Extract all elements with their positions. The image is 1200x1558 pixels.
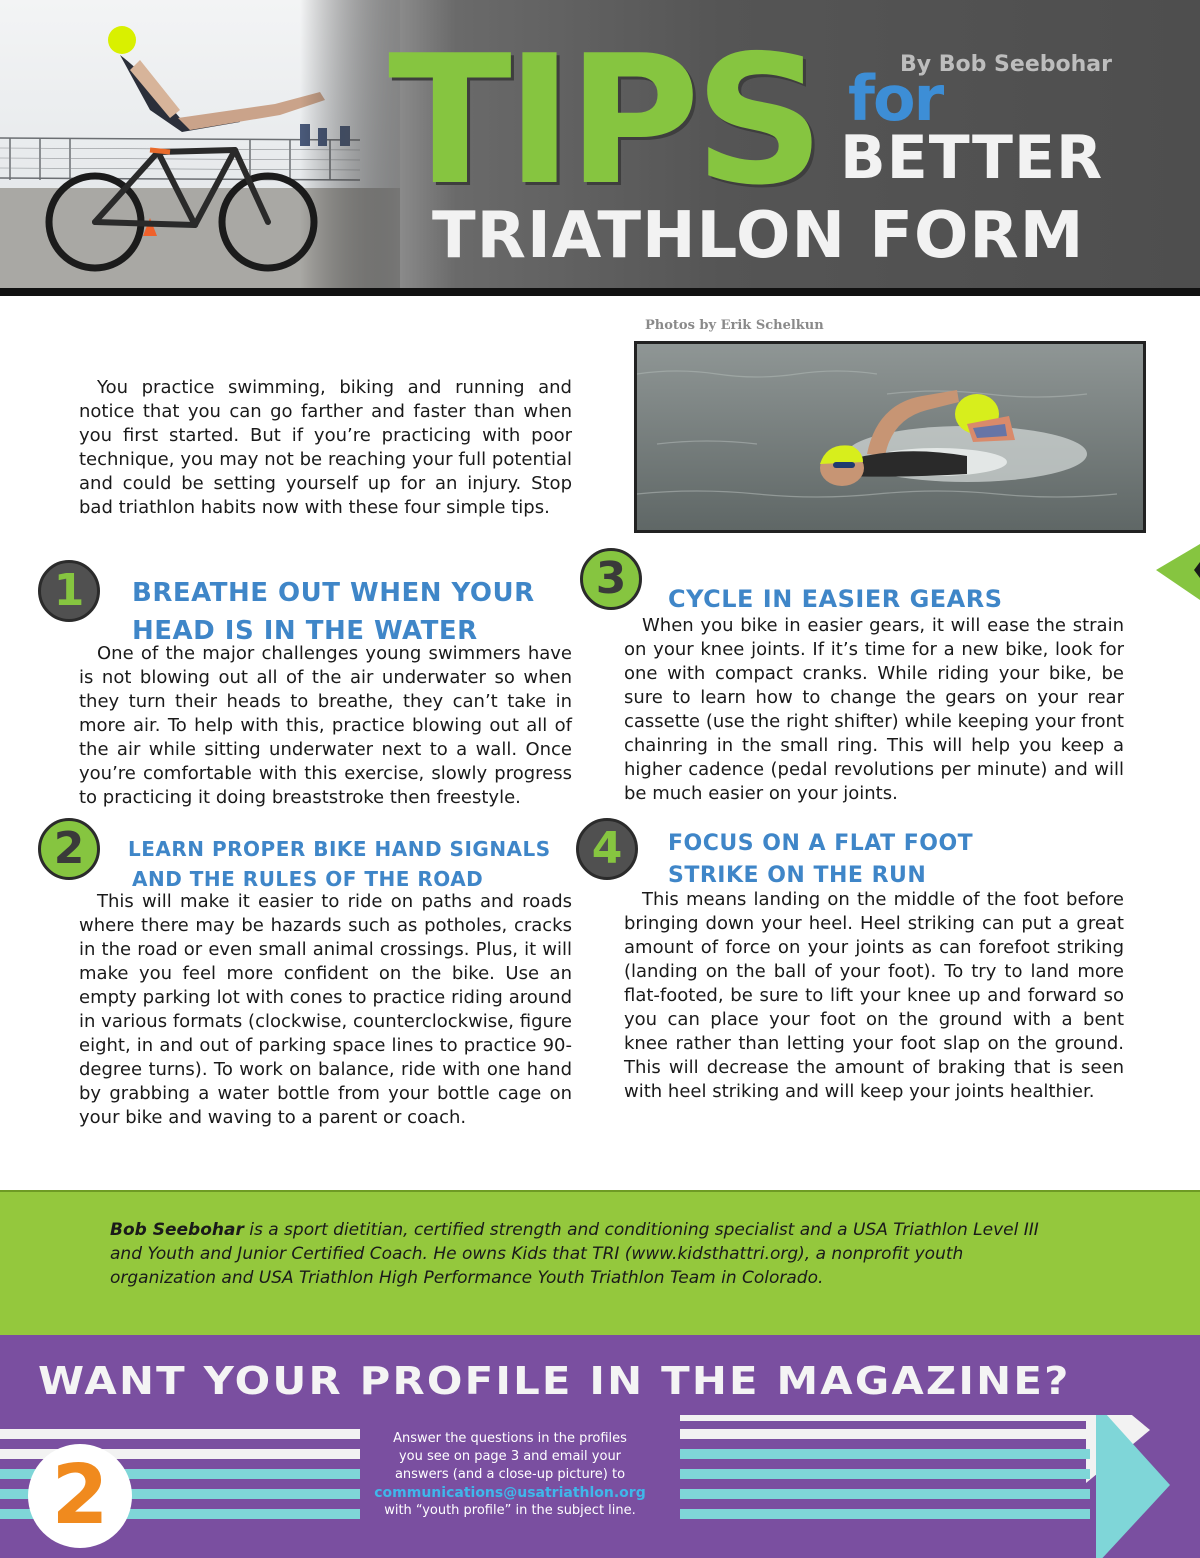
side-arrow-icon — [1156, 544, 1200, 600]
tip-4-number-badge — [576, 818, 638, 880]
tip-2-number: 2 — [53, 823, 85, 874]
cyclist-photo — [0, 0, 400, 288]
footer-line-3: answers (and a close-up picture) to — [394, 1467, 626, 1482]
tip-2-heading-line1: LEARN PROPER BIKE HAND SIGNALS — [128, 837, 551, 861]
title-triathlon-form: TRIATHLON FORM — [432, 199, 1085, 273]
tip-1-heading — [132, 574, 535, 650]
footer-line-4: with “youth profile” in the subject line. — [384, 1503, 636, 1518]
tip-4-heading — [668, 828, 973, 892]
tip-3-number-badge — [580, 548, 642, 610]
tip-1-number: 1 — [53, 565, 85, 616]
byline: By Bob Seebohar — [900, 52, 1112, 77]
tip-3-number: 3 — [595, 553, 627, 604]
tip-3-heading-line1: CYCLE IN EASIER GEARS — [668, 585, 1003, 613]
tip-4-heading-line1: FOCUS ON A FLAT FOOT — [668, 831, 974, 856]
footer-instructions — [360, 1430, 660, 1520]
footer-line-2: you see on page 3 and email your — [398, 1449, 622, 1464]
author-bio — [110, 1218, 1070, 1290]
footer-line-1: Answer the questions in the profiles — [393, 1431, 627, 1446]
title-for: for — [848, 62, 943, 135]
tip-2-number-badge — [38, 818, 100, 880]
footer-email-link[interactable]: communications@usatriathlon.org — [374, 1485, 646, 1501]
tip-1-heading-line2: HEAD IS IN THE WATER — [132, 616, 478, 646]
tip-4-number: 4 — [591, 823, 623, 874]
swimmer-photo — [634, 341, 1146, 533]
header-banner — [0, 0, 1200, 290]
tip-3-heading — [668, 582, 1003, 616]
tip-3-body: When you bike in easier gears, it will ease the strain on your knee joints. If it’s time for a new bike, look for one with compact cranks. While riding your bike, be sure to learn how to change the gears on your rear cassette (use the right shifter) while keeping your front chainring in the small ring. This will help you keep a higher cadence (pedal revolutions per minute) and will be much easier on your joints. — [624, 615, 1124, 804]
title-better: BETTER — [840, 123, 1104, 193]
tip-4-body: This means landing on the middle of the foot before bringing down your heel. Heel striking can put a great amount of force on your joints as can forefoot striking (landing on the ball of your foot). To try to land more flat-footed, be sure to lift your knee up and forward so you can place your foot on the ground with a bent knee rather than letting your foot slap on the ground. This will decrease the amount of braking that is seen with heel striking and will keep your joints healthier. — [624, 889, 1124, 1102]
tip-2-heading-line2: AND THE RULES OF THE ROAD — [132, 867, 484, 891]
footer-headline: WANT YOUR PROFILE IN THE MAGAZINE? — [38, 1359, 1071, 1403]
title-tips: TIPS — [388, 17, 819, 224]
page-number: 2 — [51, 1448, 109, 1543]
header-divider — [0, 288, 1200, 296]
tip-1-heading-line1: BREATHE OUT WHEN YOUR — [132, 578, 535, 608]
tip-1-number-badge — [38, 560, 100, 622]
photo-credit: Photos by Erik Schelkun — [645, 318, 824, 333]
tip-1-body: One of the major challenges young swimmers have is not blowing out all of the air underwater so when they turn their heads to breathe, they can’t take in more air. To help with this, practice blowing out all of the air while sitting underwater next to a wall. Once you’re comfortable with this exercise, slowly progress to practicing it doing breaststroke then freestyle. — [79, 643, 572, 808]
intro-paragraph: You practice swimming, biking and running and notice that you can go farther and faster than when you first started. But if you’re practicing with poor technique, you may not be reaching your full potential and could be setting yourself up for an injury. Stop bad triathlon habits now with these four simple tips. — [79, 377, 572, 518]
page-number-badge — [28, 1444, 132, 1548]
author-bio-name: Bob Seebohar — [110, 1220, 244, 1240]
tip-2-heading — [128, 834, 551, 894]
tip-2-body: This will make it easier to ride on paths and roads where there may be hazards such as potholes, cracks in the road or even small animal crossings. Plus, it will make you feel more confident on the bike. Use an empty parking lot with cones to practice riding around in various formats (clockwise, counterclockwise, figure eight, in and out of parking space lines to practice 90-degree turns). To work on balance, ride with one hand by grabbing a water bottle from your bottle cage on your bike and waving to a parent or coach. — [79, 891, 572, 1128]
tip-4-heading-line2: STRIKE ON THE RUN — [668, 863, 927, 888]
author-bio-text: is a sport dietitian, certified strength and conditioning specialist and a USA Triathlon Level III and Youth and Junior Certified Coach. He owns Kids that TRI (www.kidsthattri.org), a nonprofit youth organization and USA Triathlon High Performance Youth Triathlon Team in Colorado. — [110, 1220, 1039, 1288]
